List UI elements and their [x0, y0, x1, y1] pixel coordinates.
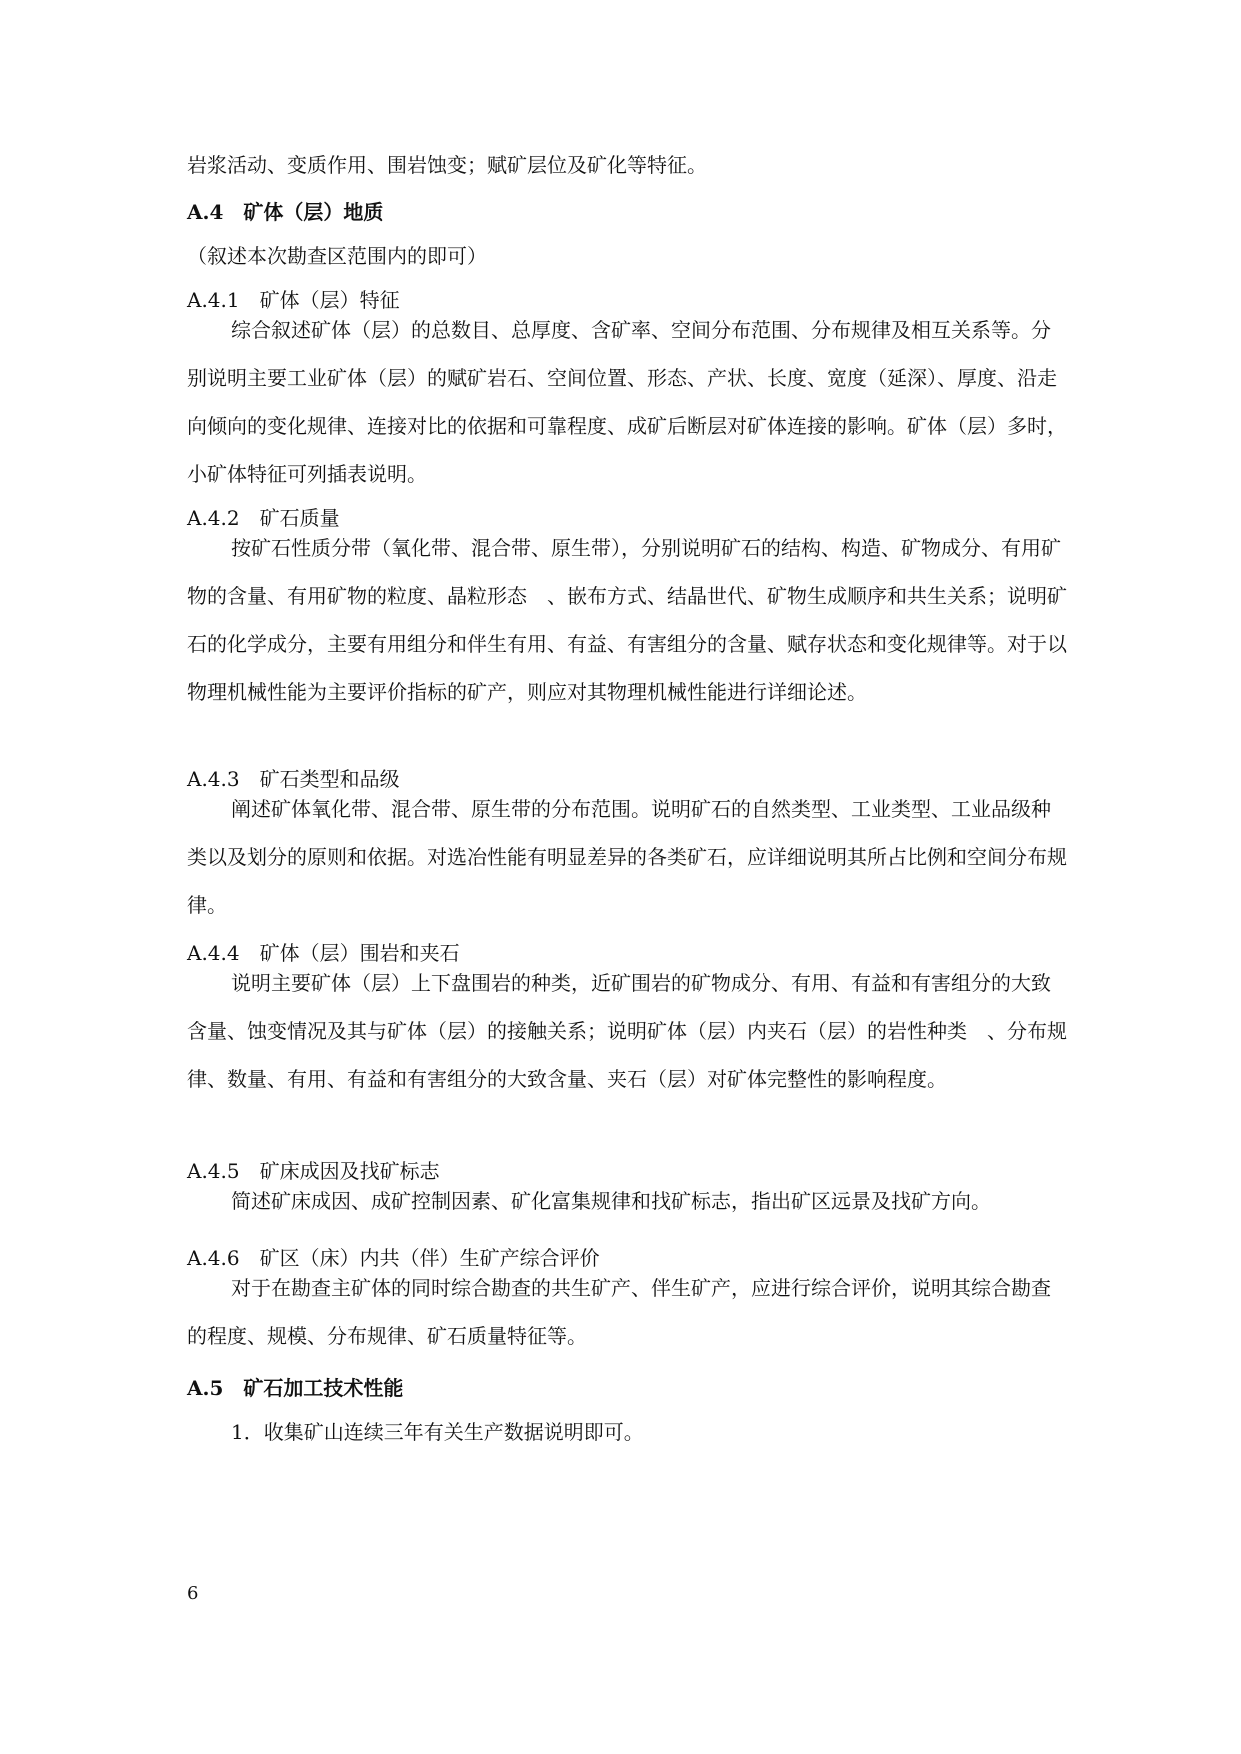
paragraph-continuation: 岩浆活动、变质作用、围岩蚀变；赋矿层位及矿化等特征。: [187, 153, 707, 177]
list-item-1: 1．收集矿山连续三年有关生产数据说明即可。: [231, 1420, 644, 1444]
subsection-heading-a43: A.4.3 矿石类型和品级: [187, 767, 400, 791]
subsection-heading-a41: A.4.1 矿体（层）特征: [187, 288, 400, 312]
section-heading-a5: A.5 矿石加工技术性能: [187, 1376, 404, 1400]
paragraph-a44: 说明主要矿体（层）上下盘围岩的种类，近矿围岩的矿物成分、有用、有益和有害组分的大致含量、蚀变情况及其与矿体（层）的接触关系；说明矿体（层）内夹石（层）的岩性种类 、分布规律、数量、有用、有益和有害组分的大致含量、夹石（层）对矿体完整性的影响程度。: [187, 971, 1067, 1091]
subsection-heading-a42: A.4.2 矿石质量: [187, 506, 340, 530]
page-number: 6: [187, 1583, 199, 1604]
section-heading-a4: A.4 矿体（层）地质: [187, 200, 384, 224]
paragraph-a41: 综合叙述矿体（层）的总数目、总厚度、含矿率、空间分布范围、分布规律及相互关系等。分别说明主要工业矿体（层）的赋矿岩石、空间位置、形态、产状、长度、宽度（延深）、厚度、沿走向倾向的变化规律、连接对比的依据和可靠程度、成矿后断层对矿体连接的影响。矿体（层）多时，小矿体特征可列插表说明。: [187, 318, 1067, 486]
paragraph-a42: 按矿石性质分带（氧化带、混合带、原生带），分别说明矿石的结构、构造、矿物成分、有用矿物的含量、有用矿物的粒度、晶粒形态 、嵌布方式、结晶世代、矿物生成顺序和共生关系；说明矿石的化学成分，主要有用组分和伴生有用、有益、有害组分的含量、赋存状态和变化规律等。对于以物理机械性能为主要评价指标的矿产，则应对其物理机械性能进行详细论述。: [187, 536, 1067, 704]
subsection-heading-a44: A.4.4 矿体（层）围岩和夹石: [187, 941, 460, 965]
section-note: （叙述本次勘查区范围内的即可）: [187, 244, 487, 268]
paragraph-a46: 对于在勘查主矿体的同时综合勘查的共生矿产、伴生矿产，应进行综合评价，说明其综合勘查的程度、规模、分布规律、矿石质量特征等。: [187, 1276, 1051, 1348]
paragraph-a45: 简述矿床成因、成矿控制因素、矿化富集规律和找矿标志，指出矿区远景及找矿方向。: [231, 1189, 991, 1213]
subsection-heading-a46: A.4.6 矿区（床）内共（伴）生矿产综合评价: [187, 1246, 600, 1270]
subsection-heading-a45: A.4.5 矿床成因及找矿标志: [187, 1159, 440, 1183]
paragraph-a43: 阐述矿体氧化带、混合带、原生带的分布范围。说明矿石的自然类型、工业类型、工业品级种类以及划分的原则和依据。对选冶性能有明显差异的各类矿石，应详细说明其所占比例和空间分布规律。: [187, 797, 1067, 917]
